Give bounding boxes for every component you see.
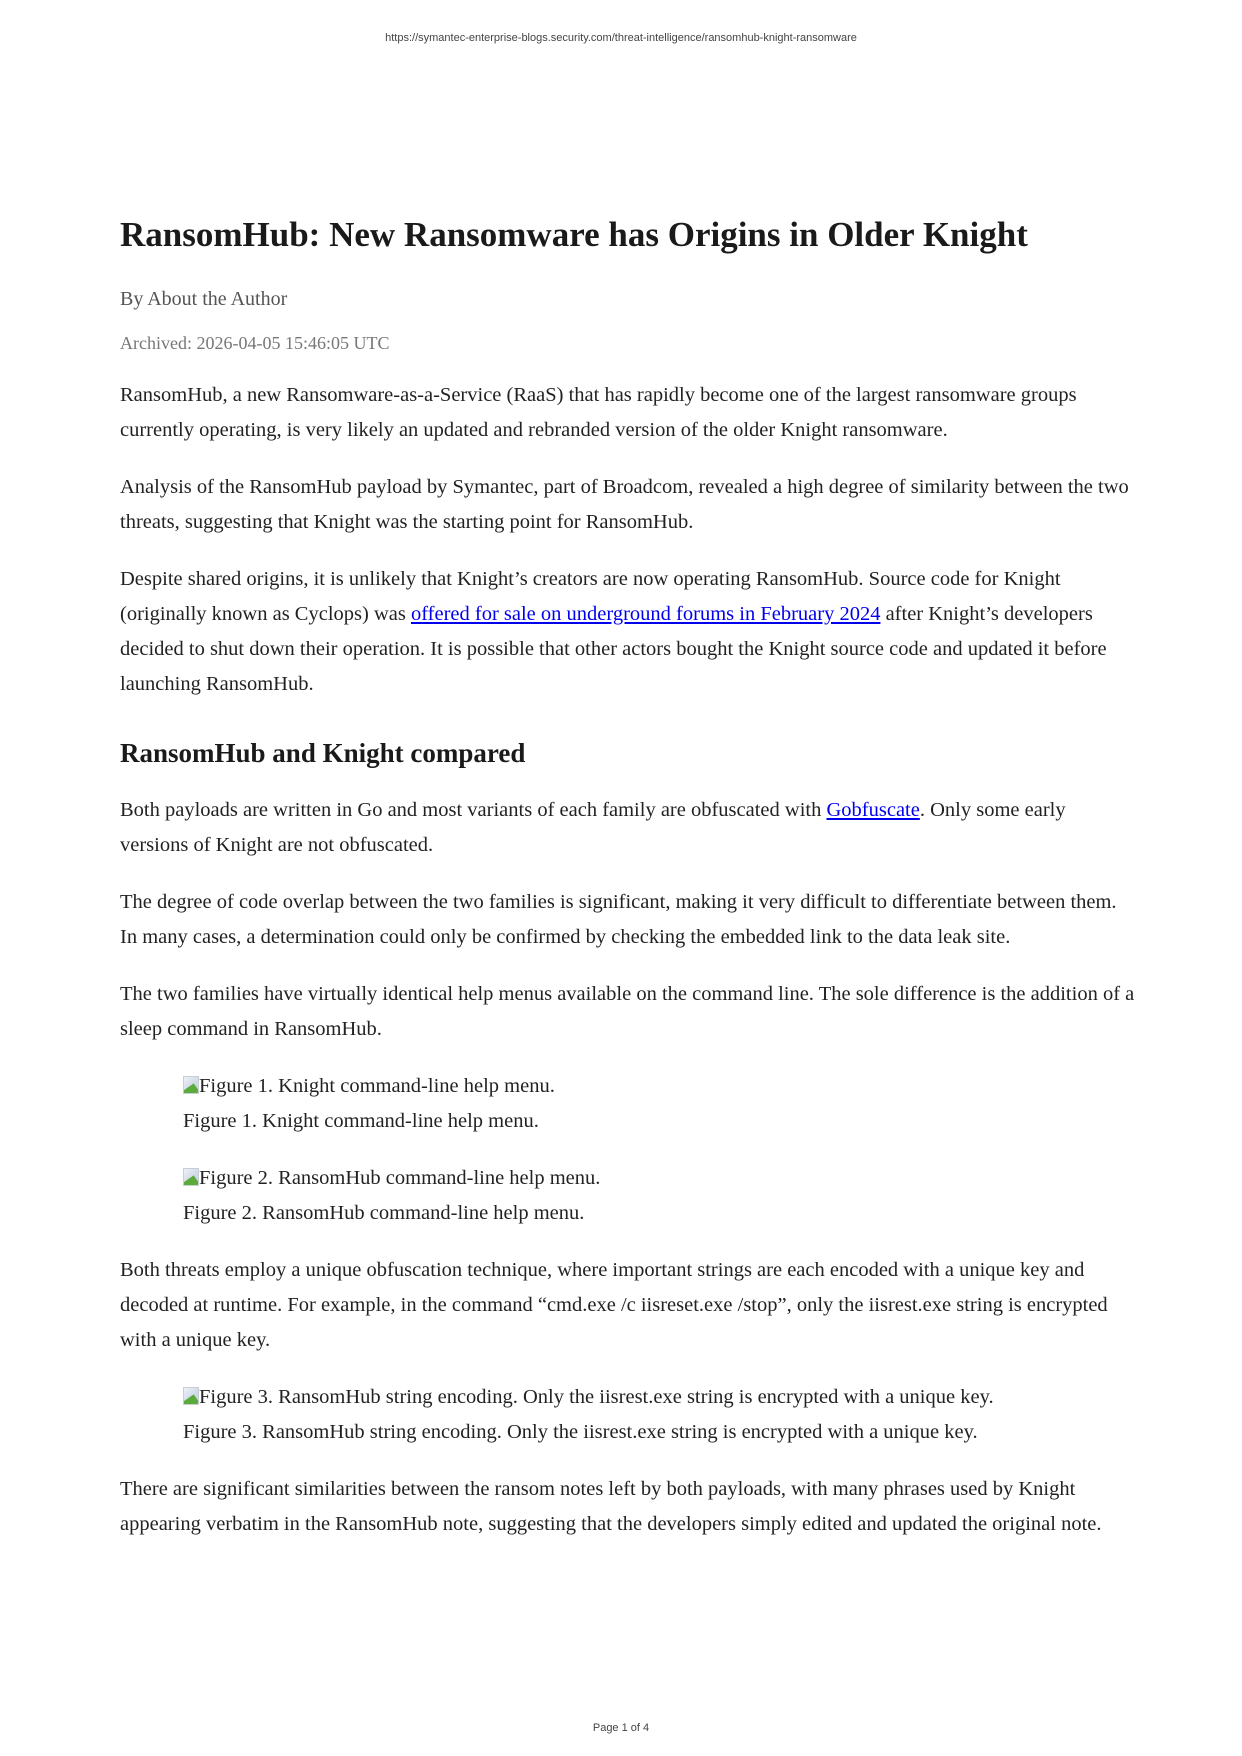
- figure-2: [183, 1161, 1135, 1231]
- section-heading: RansomHub and Knight compared: [120, 737, 526, 768]
- paragraph: Both threats employ a unique obfuscation technique, where important strings are each encoded with a unique key and decoded at runtime. For example, in the command “cmd.exe /c iisreset.exe /stop”, only the iisrest.exe string is encrypted with a unique key.: [120, 1258, 1108, 1351]
- text: . Only some early versions of Knight are not obfuscated.: [120, 798, 1066, 856]
- figure-alt-text: Figure 2. RansomHub command-line help menu.: [199, 1166, 601, 1189]
- figure-caption: Figure 3. RansomHub string encoding. Only the iisrest.exe string is encrypted with a unique key.: [183, 1420, 978, 1443]
- forum-sale-link[interactable]: offered for sale on underground forums in February 2024: [410, 602, 881, 625]
- figure-caption: Figure 2. RansomHub command-line help menu.: [183, 1201, 585, 1224]
- page-number: Page 1 of 4: [592, 1722, 650, 1734]
- byline: By About the Author: [120, 287, 288, 310]
- figure-3: [183, 1380, 1135, 1450]
- paragraph: There are significant similarities between the ransom notes left by both payloads, with many phrases used by Knight appearing verbatim in the RansomHub note, suggesting that the developers simply edited and updated the original note.: [120, 1477, 1102, 1535]
- gobfuscate-link[interactable]: Gobfuscate: [826, 798, 920, 821]
- paragraph: The two families have virtually identical help menus available on the command line. The sole difference is the addition of a sleep command in RansomHub.: [120, 982, 1135, 1040]
- paragraph: [120, 793, 1135, 863]
- text: after Knight’s developers decided to shut down their operation. It is possible that other actors bought the Knight source code and updated it before launching RansomHub.: [120, 602, 1107, 695]
- broken-image-icon: [183, 1387, 199, 1405]
- paragraph: Analysis of the RansomHub payload by Symantec, part of Broadcom, revealed a high degree of similarity between the two threats, suggesting that Knight was the starting point for RansomHub.: [120, 475, 1129, 533]
- article-title: RansomHub: New Ransomware has Origins in Older Knight: [120, 215, 1028, 254]
- figure-alt-text: Figure 3. RansomHub string encoding. Only the iisrest.exe string is encrypted with a unique key.: [199, 1385, 994, 1408]
- paragraph: The degree of code overlap between the two families is significant, making it very difficult to differentiate between them. In many cases, a determination could only be confirmed by checking the embedded link to the data leak site.: [120, 890, 1117, 948]
- paragraph: RansomHub, a new Ransomware-as-a-Service (RaaS) that has rapidly become one of the largest ransomware groups currently operating, is very likely an updated and rebranded version of the older Knight ransomware.: [120, 383, 1077, 441]
- page-url-header: https://symantec-enterprise-blogs.security.com/threat-intelligence/ransomhub-knight-ransomware: [385, 32, 857, 44]
- broken-image-icon: [183, 1168, 199, 1186]
- figure-1: [183, 1069, 1135, 1139]
- archived-timestamp: Archived: 2026-04-05 15:46:05 UTC: [120, 332, 390, 353]
- figure-caption: Figure 1. Knight command-line help menu.: [183, 1109, 539, 1132]
- paragraph: [120, 562, 1135, 702]
- broken-image-icon: [183, 1076, 199, 1094]
- article: [120, 212, 1135, 1564]
- text: Despite shared origins, it is unlikely that Knight’s creators are now operating RansomHub. Source code for Knight (originally known as Cyclops) was: [120, 567, 1061, 625]
- figure-alt-text: Figure 1. Knight command-line help menu.: [199, 1074, 555, 1097]
- text: Both payloads are written in Go and most variants of each family are obfuscated with: [120, 798, 827, 821]
